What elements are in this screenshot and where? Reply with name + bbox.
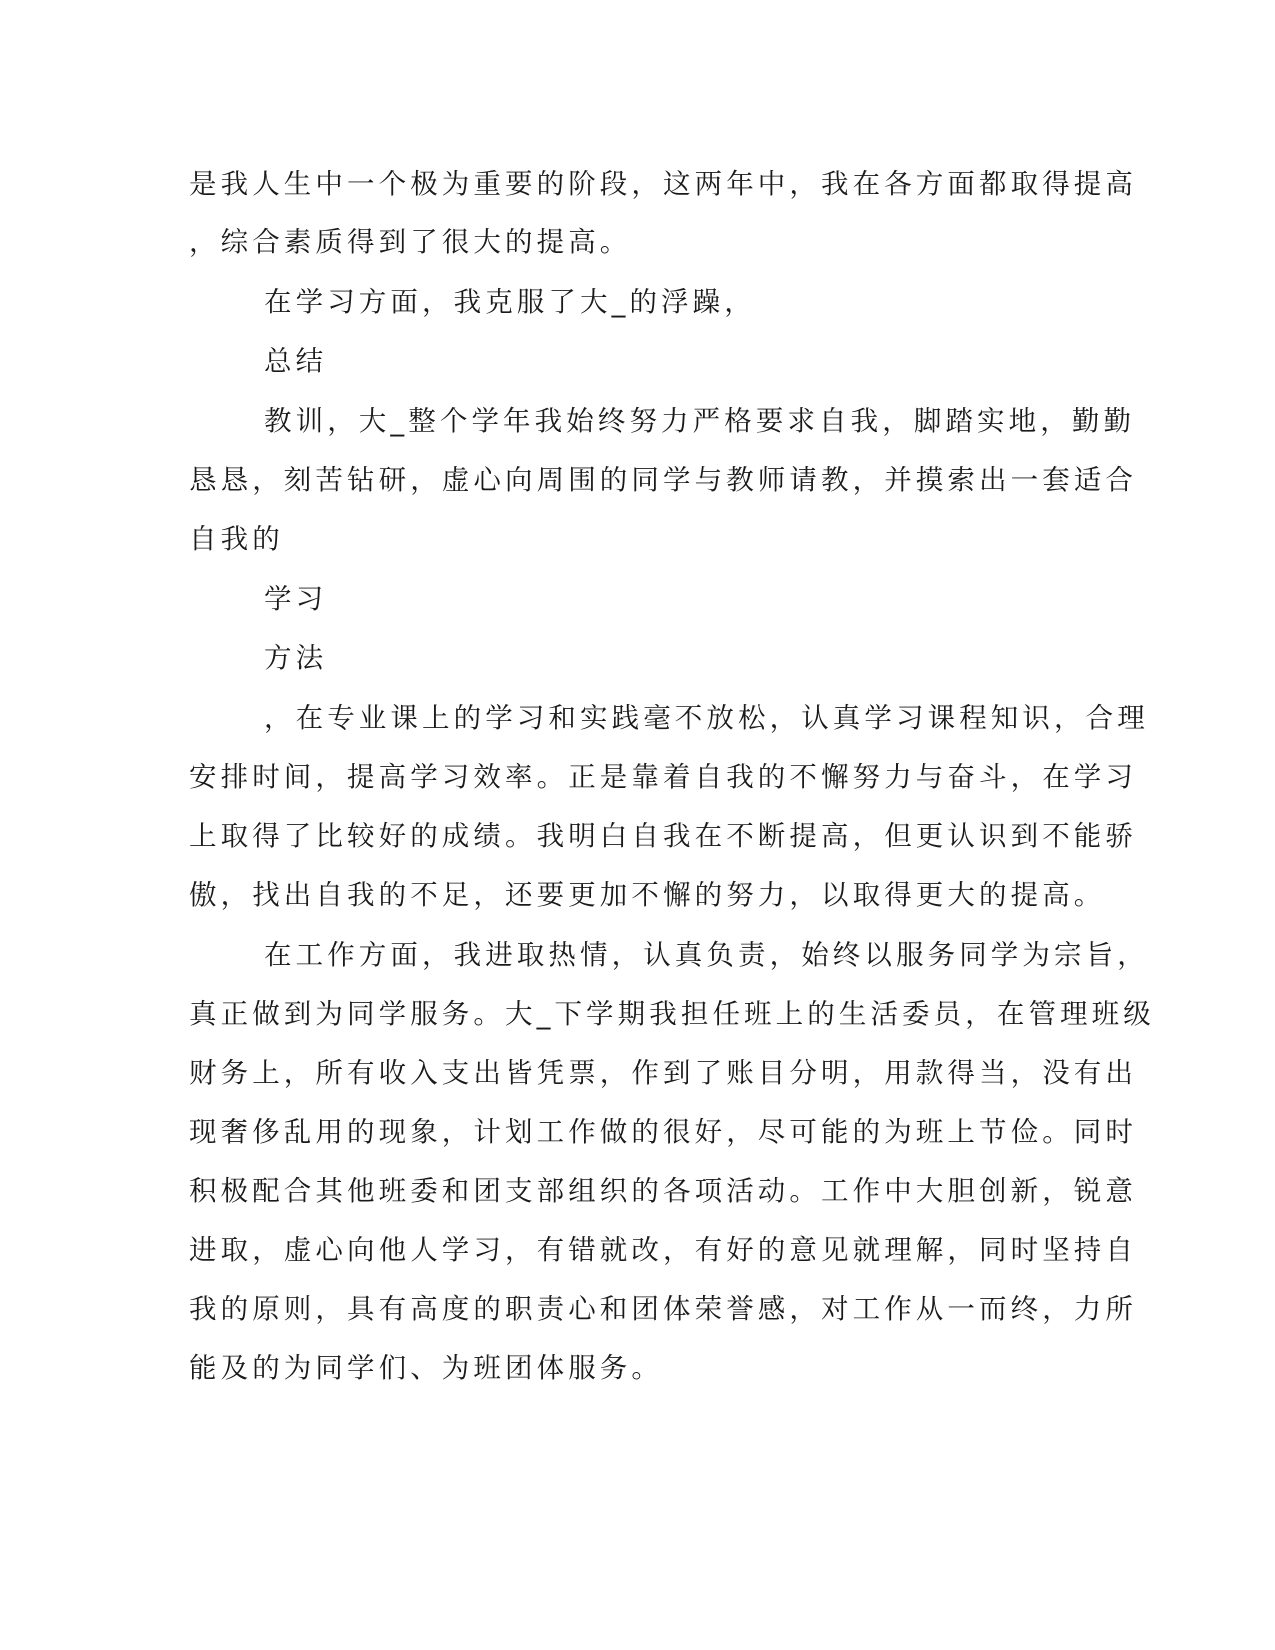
text-line: 在工作方面，我进取热情，认真负责，始终以服务同学为宗旨， bbox=[264, 939, 1149, 971]
text-line: 是我人生中一个极为重要的阶段，这两年中，我在各方面都取得提高 bbox=[189, 168, 1137, 200]
text-line: 傲，找出自我的不足，还要更加不懈的努力，以取得更大的提高。 bbox=[189, 879, 1106, 911]
text-line: 方法 bbox=[264, 642, 328, 674]
text-line: 财务上，所有收入支出皆凭票，作到了账目分明，用款得当，没有出 bbox=[189, 1057, 1137, 1089]
text-line: 在学习方面，我克服了大_的浮躁， bbox=[264, 286, 756, 318]
text-line: ，在专业课上的学习和实践毫不放松，认真学习课程知识，合理 bbox=[264, 702, 1149, 734]
text-line: 总结 bbox=[264, 345, 328, 377]
text-line: 我的原则，具有高度的职责心和团体荣誉感，对工作从一而终，力所 bbox=[189, 1293, 1137, 1325]
text-line: 学习 bbox=[264, 583, 328, 615]
text-line: 恳恳，刻苦钻研，虚心向周围的同学与教师请教，并摸索出一套适合 bbox=[189, 464, 1137, 496]
text-line: 上取得了比较好的成绩。我明白自我在不断提高，但更认识到不能骄 bbox=[189, 820, 1137, 852]
text-line: 现奢侈乱用的现象，计划工作做的很好，尽可能的为班上节俭。同时 bbox=[189, 1116, 1137, 1148]
text-line: 积极配合其他班委和团支部组织的各项活动。工作中大胆创新，锐意 bbox=[189, 1175, 1137, 1207]
text-line: 安排时间，提高学习效率。正是靠着自我的不懈努力与奋斗，在学习 bbox=[189, 761, 1137, 793]
text-line: 能及的为同学们、为班团体服务。 bbox=[189, 1352, 663, 1384]
text-line: ，综合素质得到了很大的提高。 bbox=[189, 226, 632, 258]
text-line: 真正做到为同学服务。大_下学期我担任班上的生活委员，在管理班级 bbox=[189, 998, 1155, 1030]
text-line: 进取，虚心向他人学习，有错就改，有好的意见就理解，同时坚持自 bbox=[189, 1234, 1137, 1266]
text-line: 自我的 bbox=[189, 523, 284, 555]
text-line: 教训，大_整个学年我始终努力严格要求自我，脚踏实地，勤勤 bbox=[264, 405, 1136, 437]
